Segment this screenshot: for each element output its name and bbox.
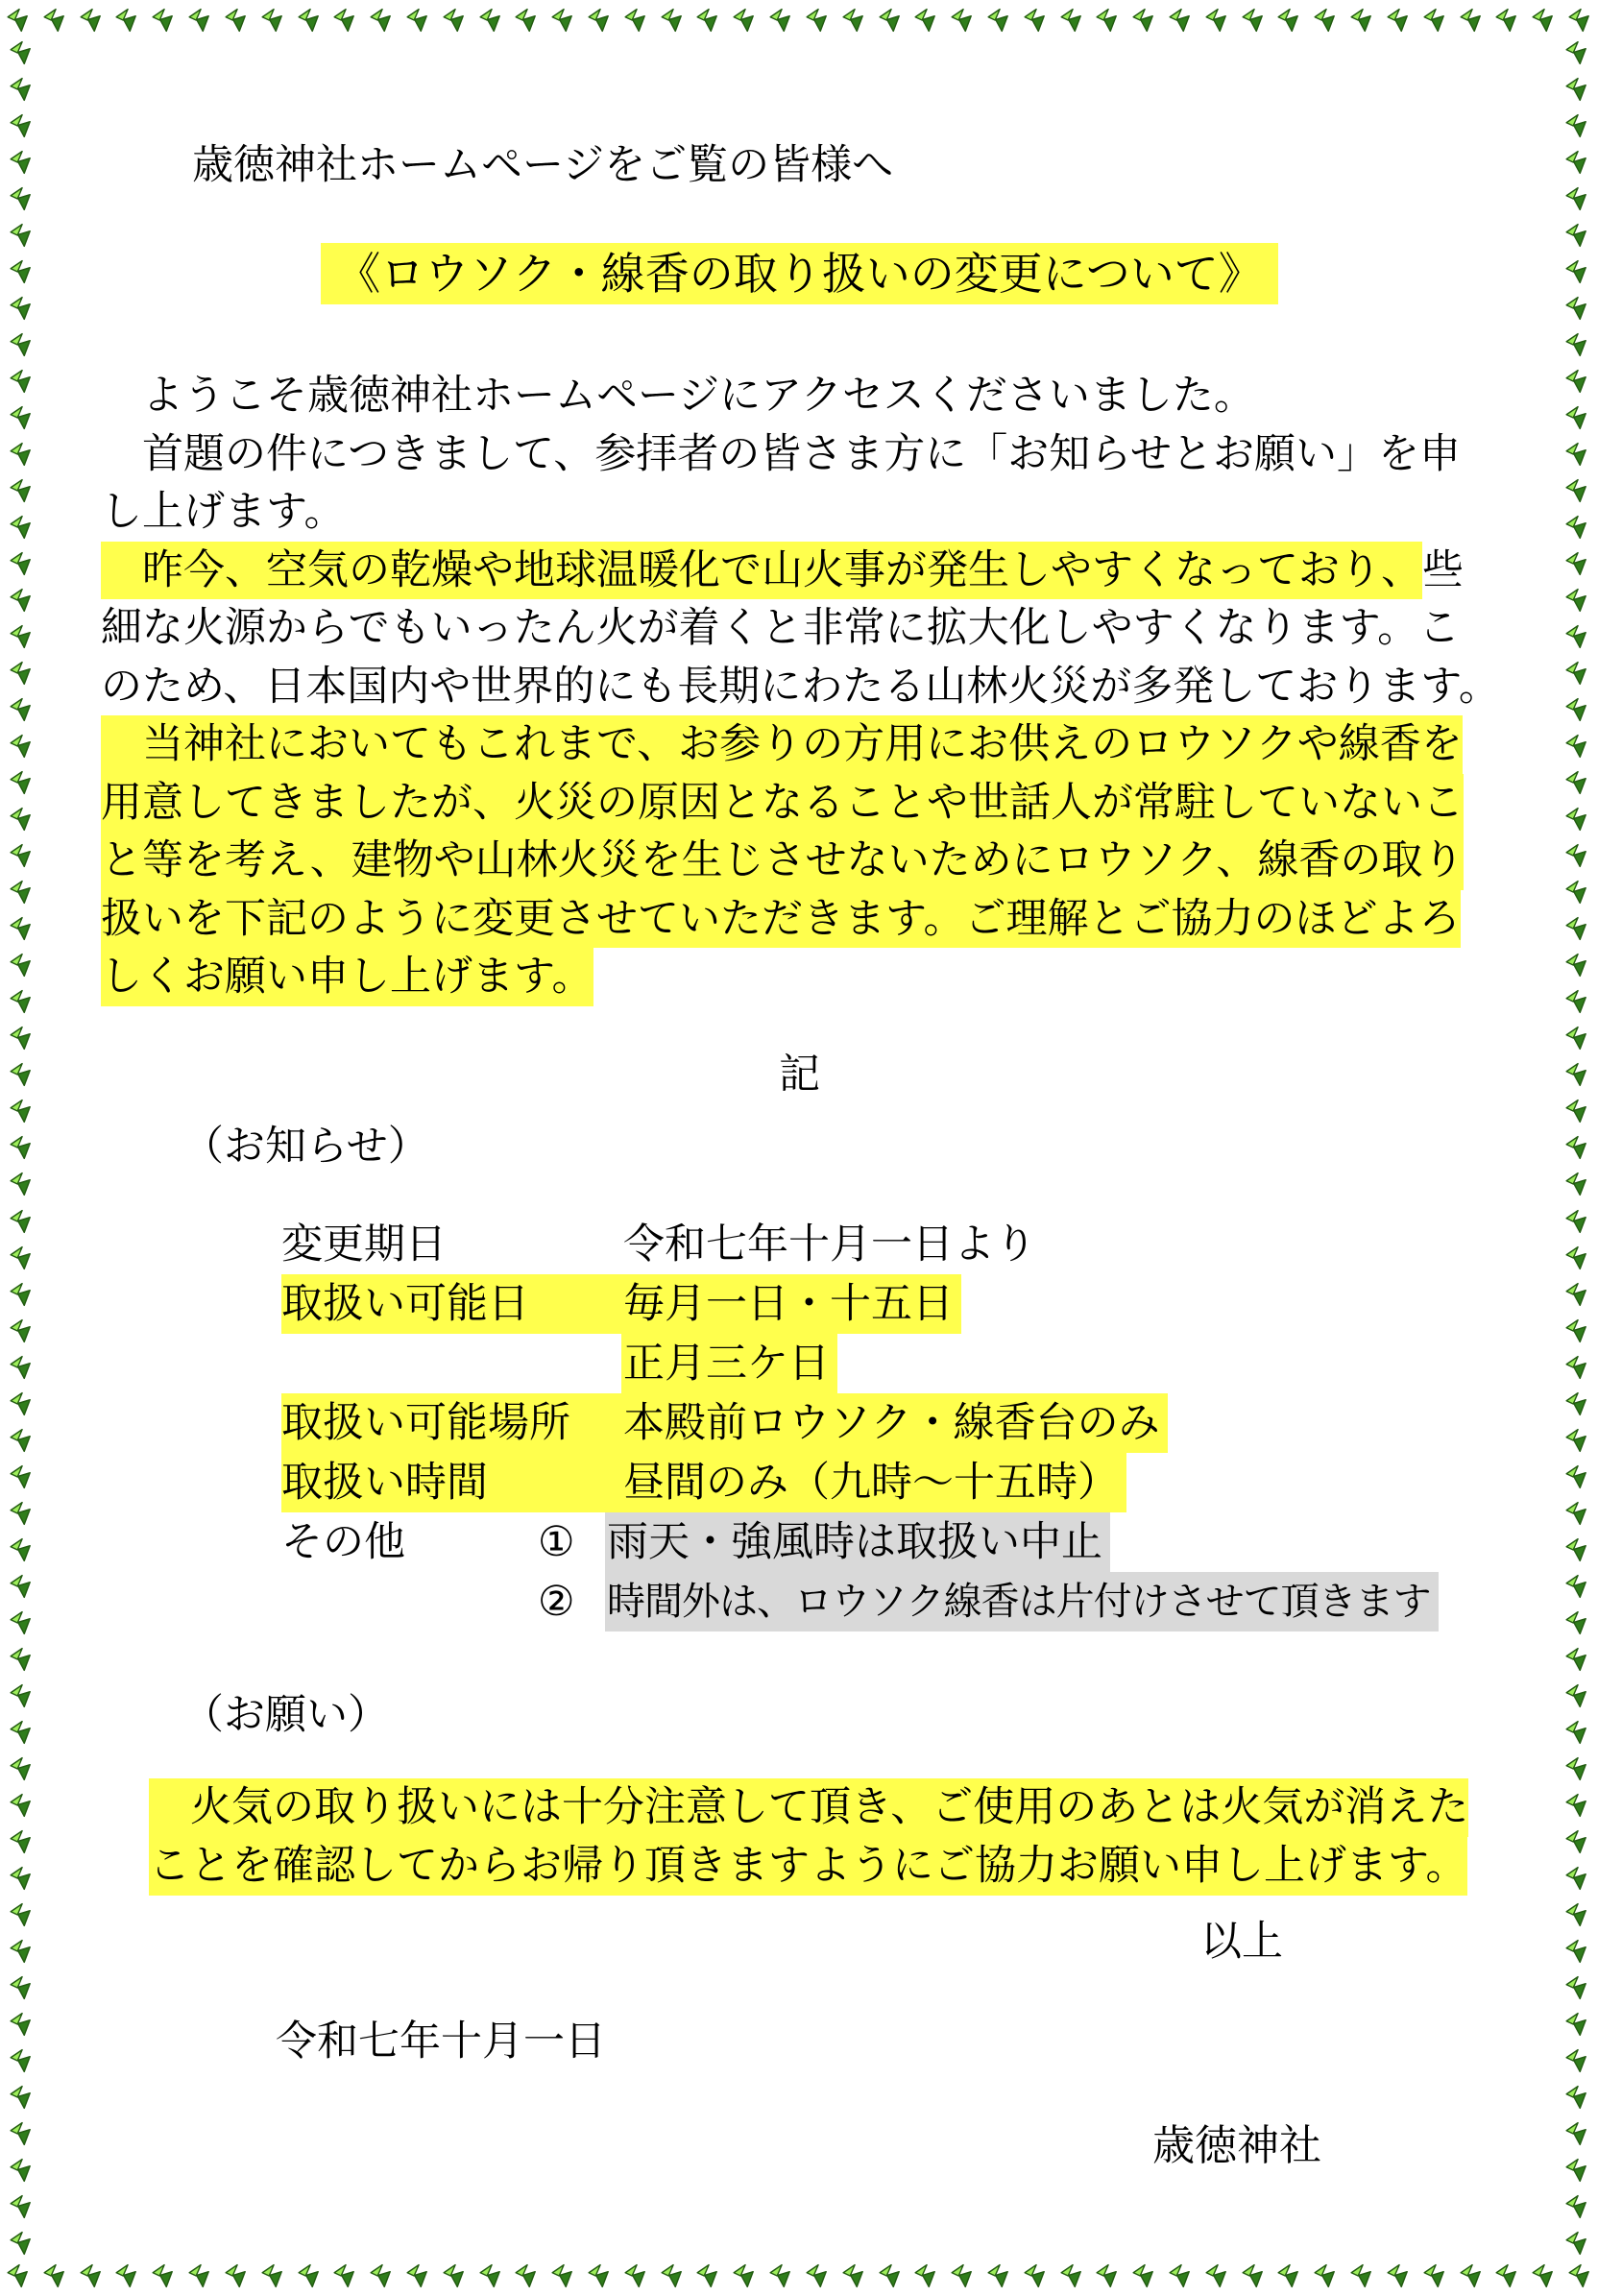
circled-number-marker: ① (538, 1518, 575, 1566)
border-leaf-icon (1564, 1099, 1589, 1124)
closing-marker: 以上 (1200, 1918, 1283, 1966)
border-leaf-icon (9, 1866, 34, 1891)
border-leaf-icon (1564, 734, 1589, 759)
border-leaf-icon (1564, 150, 1589, 175)
record-marker: 記 (779, 1051, 820, 1099)
notice-row-value: 令和七年十月一日より (623, 1221, 1036, 1269)
border-leaf-icon (1564, 551, 1589, 576)
border-leaf-icon (9, 1939, 34, 1964)
border-leaf-icon (1564, 1135, 1589, 1160)
border-leaf-icon (1564, 186, 1589, 211)
border-leaf-icon (1564, 1355, 1589, 1380)
notice-row-label: 変更期日 (281, 1221, 447, 1269)
text-line (101, 483, 1498, 542)
notice-row (101, 1453, 1498, 1512)
border-leaf-icon (1564, 1902, 1589, 1927)
border-leaf-icon (1564, 223, 1589, 248)
signature: 歳徳神社 (1152, 2121, 1321, 2170)
border-leaf-icon (9, 1829, 34, 1854)
border-leaf-icon (9, 1099, 34, 1124)
text-line (101, 425, 1498, 484)
border-leaf-icon (1564, 1756, 1589, 1781)
request-paragraph (149, 1778, 1468, 1896)
border-leaf-icon (1564, 259, 1589, 284)
border-leaf-icon (9, 1391, 34, 1416)
border-leaf-icon (1564, 661, 1589, 686)
border-leaf-icon (1564, 332, 1589, 357)
text-segment: 扱いを下記のように変更させていただきます。ご理解とご協力のほどよろ (101, 890, 1461, 949)
border-leaf-icon (1531, 2263, 1556, 2288)
request-heading: （お願い） (182, 1691, 389, 1739)
notice-row-value: 昼間のみ（九時～十五時） (621, 1453, 1126, 1512)
border-leaf-icon (6, 8, 31, 33)
text-segment: 細な火源からでもいったん火が着くと非常に拡大化しやすくなります。こ (101, 604, 1461, 652)
border-leaf-icon (1564, 807, 1589, 832)
border-leaf-icon (9, 2048, 34, 2073)
text-segment: のため、日本国内や世界的にも長期にわたる山林火災が多発しております。 (101, 662, 1500, 711)
border-leaf-icon (9, 770, 34, 795)
border-leaf-icon (1564, 1318, 1589, 1343)
text-line (101, 715, 1498, 774)
text-line (101, 890, 1498, 949)
border-leaf-icon (9, 259, 34, 284)
notice-row-value: 本殿前ロウソク・線香台のみ (621, 1393, 1168, 1453)
notice-row (101, 1274, 1498, 1334)
border-leaf-icon (1564, 1574, 1589, 1599)
border-leaf-icon (9, 2121, 34, 2146)
text-segment: 火気の取り扱いには十分注意して頂き、ご使用のあとは火気が消えた (149, 1778, 1468, 1837)
border-leaf-icon (9, 2194, 34, 2219)
border-leaf-icon (9, 1209, 34, 1234)
border-leaf-icon (9, 1647, 34, 1672)
border-leaf-icon (1564, 478, 1589, 503)
title-row (101, 243, 1498, 304)
border-leaf-icon (9, 1282, 34, 1307)
border-leaf-icon (1564, 1501, 1589, 1526)
border-leaf-icon (9, 588, 34, 613)
border-leaf-icon (9, 697, 34, 722)
border-leaf-icon (9, 2231, 34, 2256)
border-leaf-icon (1564, 1683, 1589, 1708)
notice-row (101, 1334, 1498, 1393)
border-leaf-icon (1564, 2121, 1589, 2146)
border-leaf-icon (9, 661, 34, 686)
border-leaf-icon (9, 807, 34, 832)
notice-row (101, 1512, 1498, 1572)
border-leaf-icon (1564, 113, 1589, 138)
border-leaf-icon (1564, 405, 1589, 430)
border-leaf-icon (1564, 1391, 1589, 1416)
text-line (101, 367, 1498, 425)
border-leaf-icon (1494, 2263, 1519, 2288)
notice-row-value: 正月三ケ日 (621, 1334, 837, 1393)
border-leaf-icon (9, 880, 34, 905)
notice-table (101, 1215, 1498, 1631)
salutation: 歳徳神社ホームページをご覧の皆様へ (192, 141, 894, 189)
border-leaf-icon (9, 442, 34, 467)
border-leaf-icon (1564, 697, 1589, 722)
border-leaf-icon (1564, 1647, 1589, 1672)
border-leaf-icon (9, 1975, 34, 2000)
text-segment: 用意してきましたが、火災の原因となることや世話人が常駐していないこ (101, 774, 1464, 833)
border-leaf-icon (1564, 953, 1589, 978)
border-leaf-icon (9, 515, 34, 540)
border-leaf-icon (9, 2085, 34, 2110)
border-leaf-icon (9, 1756, 34, 1781)
border-leaf-icon (1564, 2048, 1589, 2073)
circled-number-marker: ② (538, 1578, 575, 1626)
border-leaf-icon (9, 1720, 34, 1745)
notice-row-value: 雨天・強風時は取扱い中止 (605, 1512, 1110, 1572)
text-line (149, 1778, 1468, 1837)
text-line (101, 658, 1498, 716)
text-segment: 些 (1422, 545, 1464, 594)
border-leaf-icon (9, 1902, 34, 1927)
border-leaf-icon (1564, 2194, 1589, 2219)
text-segment: と等を考え、建物や山林火災を生じさせないためにロウソク、線香の取り (101, 832, 1464, 890)
border-leaf-icon (1564, 369, 1589, 394)
border-leaf-icon (9, 1135, 34, 1160)
border-leaf-icon (1564, 916, 1589, 941)
text-segment: 首題の件につきまして、参拝者の皆さま方に「お知らせとお願い」を申 (101, 429, 1461, 478)
text-segment: し上げます。 (101, 488, 346, 536)
border-leaf-icon (79, 2263, 104, 2288)
text-segment: ようこそ歳徳神社ホームページにアクセスくださいました。 (101, 372, 1255, 420)
border-leaf-icon (9, 953, 34, 978)
border-leaf-icon (1564, 1428, 1589, 1453)
border-leaf-icon (79, 8, 104, 33)
border-leaf-icon (9, 1537, 34, 1562)
border-leaf-icon (9, 186, 34, 211)
border-leaf-icon (6, 2263, 31, 2288)
border-leaf-icon (9, 369, 34, 394)
border-leaf-icon (1564, 624, 1589, 649)
border-leaf-icon (9, 113, 34, 138)
notice-row (101, 1393, 1498, 1453)
border-leaf-icon (9, 223, 34, 248)
border-leaf-icon (9, 1245, 34, 1270)
border-leaf-icon (1564, 1829, 1589, 1854)
border-leaf-icon (9, 1172, 34, 1196)
text-line (101, 832, 1498, 890)
document-date: 令和七年十月一日 (276, 2018, 606, 2066)
border-leaf-icon (1564, 77, 1589, 102)
border-leaf-icon (9, 1062, 34, 1087)
text-segment: 昨今、空気の乾燥や地球温暖化で山火事が発生しやすくなっており、 (101, 542, 1422, 600)
border-leaf-icon (9, 2012, 34, 2037)
text-line (101, 599, 1498, 658)
border-leaf-icon (9, 1355, 34, 1380)
border-leaf-icon (9, 1318, 34, 1343)
border-leaf-icon (9, 734, 34, 759)
notice-row (101, 1572, 1498, 1631)
border-leaf-icon (1564, 1975, 1589, 2000)
border-leaf-icon (1564, 515, 1589, 540)
border-leaf-icon (9, 40, 34, 65)
border-leaf-icon (1564, 1537, 1589, 1562)
border-leaf-icon (1564, 588, 1589, 613)
border-leaf-icon (9, 405, 34, 430)
border-leaf-icon (1567, 2263, 1592, 2288)
border-leaf-icon (9, 1501, 34, 1526)
border-leaf-icon (1531, 8, 1556, 33)
text-line (101, 774, 1498, 833)
notice-heading: （お知らせ） (182, 1123, 429, 1171)
notice-row-label: 取扱い可能日 (281, 1274, 621, 1334)
border-leaf-icon (9, 150, 34, 175)
border-leaf-icon (1564, 1172, 1589, 1196)
border-leaf-icon (9, 1026, 34, 1051)
border-leaf-icon (1564, 1939, 1589, 1964)
border-leaf-icon (1564, 770, 1589, 795)
border-leaf-icon (1494, 8, 1519, 33)
border-leaf-icon (9, 1428, 34, 1453)
notice-row (101, 1215, 1498, 1274)
border-leaf-icon (9, 624, 34, 649)
notice-row-value: 時間外は、ロウソク線香は片付けさせて頂きます (605, 1572, 1439, 1631)
border-leaf-icon (1564, 2158, 1589, 2183)
border-leaf-icon (1564, 2231, 1589, 2256)
text-line (101, 542, 1498, 600)
notice-row-label: その他 (281, 1518, 405, 1566)
border-leaf-icon (1564, 989, 1589, 1014)
border-leaf-icon (1564, 1464, 1589, 1489)
border-leaf-icon (9, 77, 34, 102)
text-line (101, 948, 1498, 1006)
text-line (149, 1837, 1468, 1896)
border-leaf-icon (1564, 1610, 1589, 1635)
document-content (101, 0, 1498, 2296)
border-leaf-icon (1564, 442, 1589, 467)
border-leaf-icon (9, 1610, 34, 1635)
border-leaf-icon (42, 2263, 67, 2288)
border-leaf-icon (9, 2158, 34, 2183)
border-leaf-icon (9, 332, 34, 357)
border-leaf-icon (1564, 1793, 1589, 1818)
decorative-border-left (4, 40, 38, 2256)
border-leaf-icon (9, 478, 34, 503)
border-leaf-icon (1564, 1866, 1589, 1891)
border-leaf-icon (9, 1793, 34, 1818)
border-leaf-icon (1564, 1209, 1589, 1234)
border-leaf-icon (1564, 40, 1589, 65)
border-leaf-icon (1564, 1720, 1589, 1745)
border-leaf-icon (9, 843, 34, 868)
border-leaf-icon (1564, 296, 1589, 321)
decorative-border-right (1560, 40, 1594, 2256)
border-leaf-icon (9, 916, 34, 941)
notice-row-label: 取扱い時間 (281, 1453, 621, 1512)
border-leaf-icon (1567, 8, 1592, 33)
text-segment: しくお願い申し上げます。 (101, 948, 593, 1006)
border-leaf-icon (1564, 880, 1589, 905)
text-segment: 当神社においてもこれまで、お参りの方用にお供えのロウソクや線香を (101, 715, 1463, 774)
border-leaf-icon (1564, 1026, 1589, 1051)
border-leaf-icon (9, 296, 34, 321)
border-leaf-icon (42, 8, 67, 33)
border-leaf-icon (9, 1683, 34, 1708)
page-title: 《ロウソク・線香の取り扱いの変更について》 (321, 243, 1278, 304)
border-leaf-icon (1564, 2085, 1589, 2110)
border-leaf-icon (1564, 1062, 1589, 1087)
border-leaf-icon (9, 1574, 34, 1599)
text-segment: ことを確認してからお帰り頂きますようにご協力お願い申し上げます。 (149, 1837, 1467, 1896)
border-leaf-icon (1564, 1282, 1589, 1307)
border-leaf-icon (9, 551, 34, 576)
border-leaf-icon (1564, 843, 1589, 868)
body-paragraphs (101, 367, 1498, 1006)
notice-row-value: 毎月一日・十五日 (621, 1274, 961, 1334)
border-leaf-icon (9, 1464, 34, 1489)
border-leaf-icon (1564, 1245, 1589, 1270)
border-leaf-icon (1564, 2012, 1589, 2037)
notice-row-label: 取扱い可能場所 (281, 1393, 621, 1453)
border-leaf-icon (9, 989, 34, 1014)
